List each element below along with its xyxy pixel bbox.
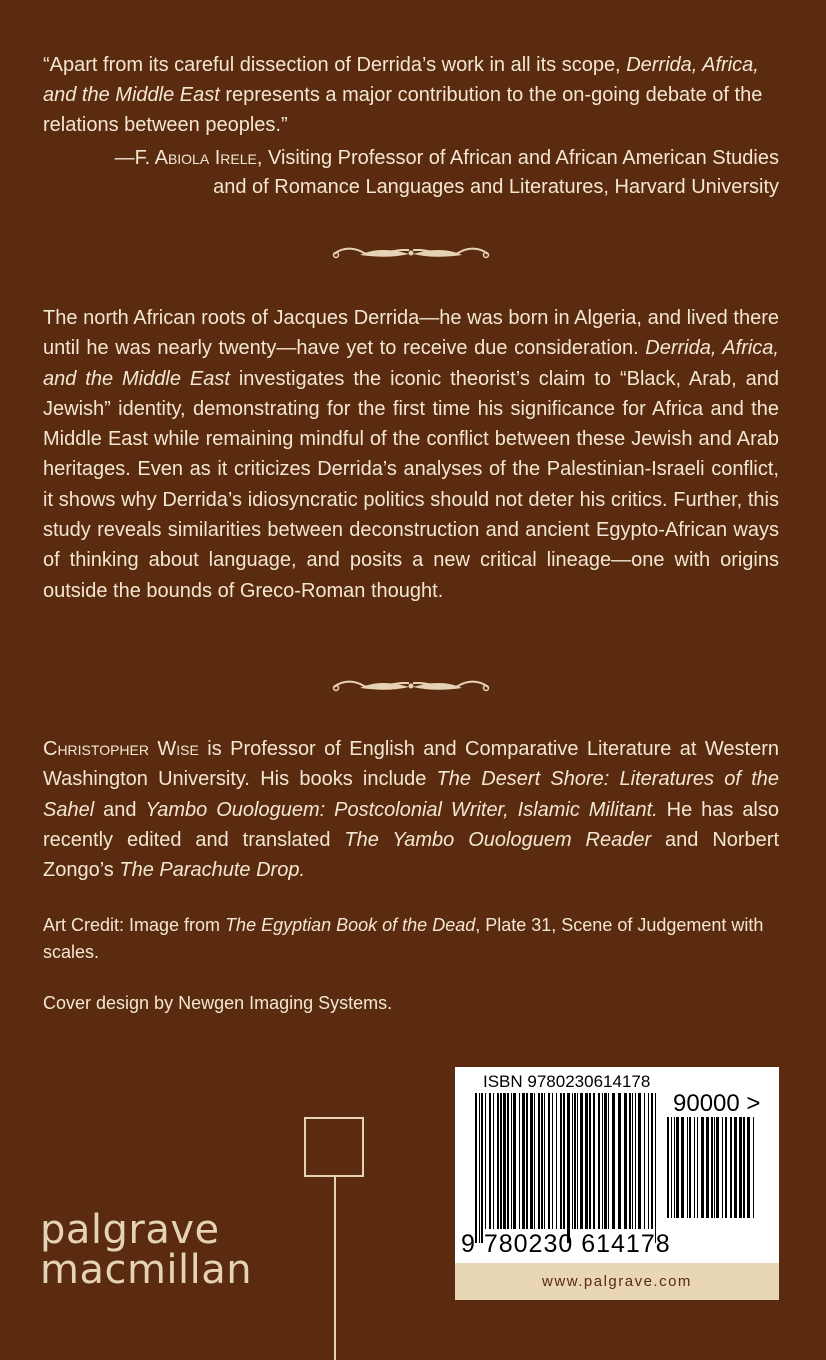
cover-design-credit: Cover design by Newgen Imaging Systems. (43, 993, 393, 1013)
barcode-bar (519, 1093, 520, 1229)
barcode-bar (479, 1093, 480, 1243)
publisher-name-line-1: palgrave (40, 1207, 220, 1253)
barcode-bar (497, 1093, 499, 1229)
barcode-bar (618, 1093, 621, 1229)
publisher-logo-line (334, 1177, 336, 1360)
attribution-dash: — (114, 147, 135, 169)
barcode-bar (706, 1117, 709, 1218)
flourish-icon (330, 675, 492, 695)
barcode-bar (694, 1117, 695, 1218)
barcode-bar (701, 1117, 704, 1218)
author-bio (43, 734, 779, 885)
endorsement-attribution (43, 144, 779, 202)
barcode-bar (563, 1093, 565, 1229)
barcode-bar (481, 1093, 483, 1243)
barcode-bar (574, 1093, 576, 1229)
barcode-bar (722, 1117, 723, 1218)
barcode-bar (632, 1093, 633, 1229)
barcode-bar (689, 1117, 691, 1218)
barcode-bar (716, 1117, 719, 1218)
barcode-bar (598, 1093, 600, 1229)
author-name: Christopher Wise (43, 738, 199, 760)
barcode-bar (711, 1117, 713, 1218)
isbn-label: ISBN 9780230614178 (483, 1072, 651, 1091)
endorser-title-1: , Visiting Professor of African and African American Studies (256, 147, 779, 169)
bio-book-2: Yambo Ouologuem: Postcolonial Writer, Islamic Militant. (145, 798, 658, 821)
barcode-bar (671, 1117, 672, 1218)
bio-text-2: and (94, 798, 146, 821)
barcode-bar (507, 1093, 509, 1229)
barcode-bar (475, 1093, 477, 1243)
barcode-bar (725, 1117, 727, 1218)
barcode-bar (635, 1093, 636, 1229)
barcode-bar (681, 1117, 684, 1218)
art-credit-text-1: Art Credit: Image from (43, 915, 226, 935)
bio-text-4: and Norbert Zongo’s (43, 828, 780, 882)
barcode-bar (548, 1093, 550, 1229)
barcode-bar (503, 1093, 506, 1229)
barcode-bar (500, 1093, 502, 1229)
barcode-bar (585, 1093, 588, 1229)
barcode-bar (552, 1093, 553, 1229)
barcode-bar (714, 1117, 715, 1218)
barcode-bar (577, 1093, 578, 1229)
barcode-bar (602, 1093, 603, 1229)
publisher-logo (40, 1207, 253, 1293)
barcode-bar (544, 1093, 545, 1229)
barcode-bar (753, 1117, 754, 1218)
endorser-title-2: and of Romance Languages and Literatures, Harvard University (213, 176, 779, 198)
barcode-bar (624, 1093, 627, 1229)
bio-text-3: He has also recently edited and translated (43, 798, 780, 851)
barcode-bar (511, 1093, 512, 1229)
quote-close: represents a major contribution to the on-going debate of the relations between peoples.” (43, 84, 763, 136)
barcode-bar (485, 1093, 486, 1229)
book-description (43, 303, 779, 606)
barcode-bar (541, 1093, 543, 1229)
barcode-bar (629, 1093, 631, 1229)
barcode-bar (644, 1093, 645, 1229)
barcode-bar (560, 1093, 562, 1229)
barcode-bar (572, 1093, 573, 1229)
bio-book-4: The Parachute Drop. (119, 859, 306, 882)
barcode-bar (734, 1117, 737, 1218)
barcode-bar (697, 1117, 698, 1218)
barcode-bar (608, 1093, 609, 1229)
barcode-bar (556, 1093, 557, 1229)
barcode-bar (739, 1117, 742, 1218)
barcode-bar (567, 1093, 570, 1243)
publisher-name-line-2: macmillan (40, 1247, 253, 1293)
quote-book-title: Derrida, Africa, and the Middle East (43, 54, 759, 106)
art-credit-text-2: , Plate 31, Scene of Judgement with scales. (43, 915, 764, 962)
barcode-bar (747, 1117, 750, 1218)
barcode-bar (530, 1093, 533, 1229)
barcode-bar (489, 1093, 491, 1229)
barcode-bar (667, 1117, 669, 1218)
barcode-bar (743, 1117, 745, 1218)
price-code: 90000 > (673, 1090, 761, 1117)
isbn-digits: 9 780230 614178 (461, 1230, 671, 1258)
bio-book-3: The Yambo Ouologuem Reader (344, 828, 652, 851)
quote-open: “Apart from its careful dissection of Derrida’s work in all its scope, (43, 54, 627, 76)
barcode-bar (648, 1093, 649, 1229)
barcode-bar (589, 1093, 591, 1229)
endorser-name: F. Abiola Irele (134, 147, 257, 169)
barcode-bar (593, 1093, 595, 1229)
description-book-title: Derrida, Africa, and the Middle East (43, 337, 779, 390)
barcode-bar (687, 1117, 688, 1218)
barcode-bar (580, 1093, 583, 1229)
barcode-bar (674, 1117, 675, 1218)
ornament-divider-1 (330, 242, 492, 262)
barcode-bar (522, 1093, 525, 1229)
publisher-logo-square (304, 1117, 364, 1177)
description-part-1: The north African roots of Jacques Derrida—he was born in Algeria, and lived there until he was nearly twenty—have yet to receive due consideration. (43, 307, 779, 360)
bio-book-1: The Desert Shore: Literatures of the Sahel (43, 768, 779, 821)
art-credit-book: The Egyptian Book of the Dead (225, 915, 476, 935)
barcode-bar (538, 1093, 540, 1229)
art-credit (43, 912, 779, 966)
barcode-bar (604, 1093, 607, 1229)
isbn-barcode (475, 1093, 661, 1243)
description-part-2: investigates the iconic theorist’s claim to “Black, Arab, and Jewish” identity, demonstrating for the first time his significance for Africa and the Middle East while remaining mindful of the conflict between these Jewish and Arab heritages. Even as it criticizes Derrida’s analyses of the Palestinian-Israeli conflict, it shows why Derrida’s idiosyncratic politics should not deter his critics. Further, this study reveals similarities between deconstruction and ancient Egypto-African ways of thinking about language, and posits a new critical lineage—one with origins outside the bounds of Greco-Roman thought. (43, 367, 779, 602)
barcode-bar (513, 1093, 516, 1229)
barcode-bar (638, 1093, 641, 1229)
barcode-block (455, 1067, 779, 1300)
endorsement-quote (43, 50, 779, 140)
barcode-bar (655, 1093, 656, 1243)
barcode-bar (493, 1093, 494, 1229)
price-barcode (667, 1117, 757, 1232)
ornament-divider-2 (330, 675, 492, 695)
barcode-bar (534, 1093, 535, 1229)
barcode-bar (612, 1093, 615, 1229)
bio-text-1: is Professor of English and Comparative Literature at Western Washington University. His books include (43, 738, 779, 791)
barcode-bar (526, 1093, 528, 1229)
barcode-bar (651, 1093, 653, 1229)
flourish-icon (330, 242, 492, 262)
barcode-bar (730, 1117, 732, 1218)
barcode-bar (676, 1117, 679, 1218)
publisher-url: www.palgrave.com (455, 1263, 779, 1300)
